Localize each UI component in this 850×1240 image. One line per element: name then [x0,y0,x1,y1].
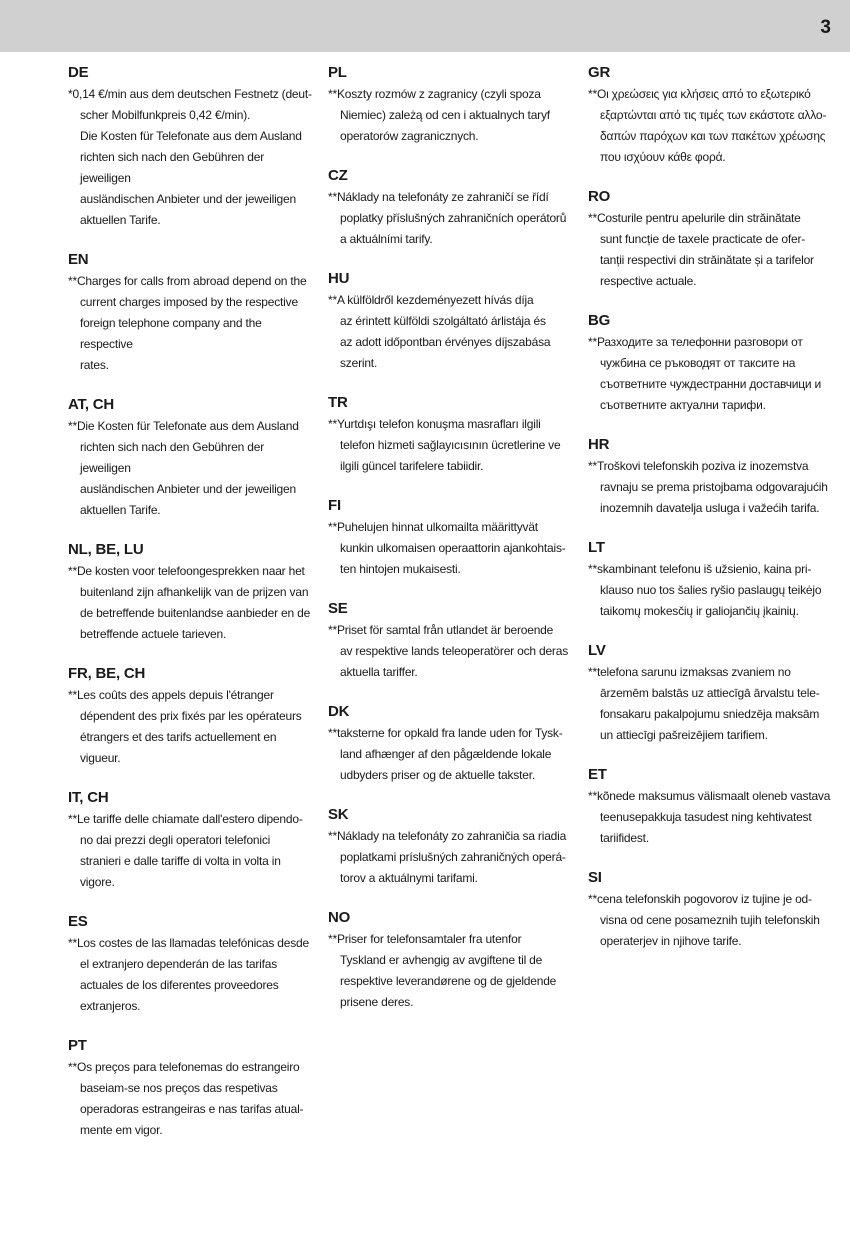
section-text: **Разходите за телефонни разговори от чужбина се ръководят от таксите на съответните чуждестранни доставчици и съответните актуални тарифи. [588,335,822,412]
column-3 [588,63,833,971]
section-title: HR [588,436,610,453]
language-section [328,166,573,250]
language-section [68,1036,313,1141]
language-section [328,269,573,374]
language-section [588,187,833,292]
section-text: **skambinant telefonu iš užsienio, kaina pri- klauso nuo tos šalies ryšio paslaugų teikėjo taikomų mokesčių ir galiojančių įkainių. [588,562,822,618]
column-1 [68,63,313,1160]
section-text: **Priset för samtal från utlandet är beroende av respektive lands teleoperatörer och deras aktuella tariffer. [328,623,569,679]
language-section [588,435,833,519]
section-text: **De kosten voor telefoongesprekken naar het buitenland zijn afhankelijk van de prijzen van de betreffende buitenlandse aanbieder en de betreffende actuele tarieven. [68,564,311,641]
section-text: **Os preços para telefonemas do estrangeiro baseiam-se nos preços das respetivas operadoras estrangeiras e nas tarifas atual- mente em vigor. [68,1060,304,1137]
language-section [68,250,313,376]
section-text: **Los costes de las llamadas telefónicas desde el extranjero dependerán de las tarifas actuales de los diferentes proveedores extranjeros. [68,936,309,1013]
language-section [68,395,313,521]
language-section [328,63,573,147]
language-section [68,788,313,893]
language-section [328,393,573,477]
section-title: BG [588,312,611,329]
section-title: LT [588,539,605,556]
section-title: ES [68,913,88,930]
language-section [588,868,833,952]
section-text: **taksterne for opkald fra lande uden for Tysk- land afhænger af den pågældende lokale udbyders priser og de aktuelle takster. [328,726,563,782]
section-title: DE [68,64,89,81]
language-section [328,599,573,683]
section-title: RO [588,188,611,205]
section-title: TR [328,394,348,411]
section-title: GR [588,64,611,81]
language-section [328,805,573,889]
section-title: AT, CH [68,396,115,413]
section-title: IT, CH [68,789,109,806]
section-title: LV [588,642,606,659]
language-section [328,702,573,786]
section-title: EN [68,251,89,268]
section-title: SE [328,600,348,617]
header-bar [0,0,850,52]
section-title: CZ [328,167,348,184]
section-title: FR, BE, CH [68,665,146,682]
section-text: **Οι χρεώσεις για κλήσεις από το εξωτερικό εξαρτώνται από τις τιμές των εκάστοτε αλλο- δαπών παρόχων και των πακέτων χρέωσης που ισχύουν κάθε φορά. [588,87,827,164]
language-section [68,664,313,769]
section-text: **Náklady na telefonáty zo zahraničia sa riadia poplatkami príslušných zahraničných operá- torov a aktuálnymi tarifami. [328,829,567,885]
section-title: HU [328,270,350,287]
language-section [588,538,833,622]
language-section [68,63,313,231]
section-title: PT [68,1037,87,1054]
section-text: **Die Kosten für Telefonate aus dem Ausland richten sich nach den Gebühren der jeweiligen ausländischen Anbieter und der jeweiligen aktuellen Tarife. [68,419,299,517]
section-title: SK [328,806,349,823]
section-title: NL, BE, LU [68,541,144,558]
section-text: **cena telefonskih pogovorov iz tujine je od- visna od cene posameznih tujih telefonskih operaterjev in njihove tarife. [588,892,820,948]
section-text: **Puhelujen hinnat ulkomailta määrittyvät kunkin ulkomaisen operaattorin ajankohtais- ten hintojen mukaisesti. [328,520,566,576]
language-section [68,540,313,645]
language-section [588,641,833,746]
section-text: **Les coûts des appels depuis l'étranger dépendent des prix fixés par les opérateurs étrangers et des tarifs actuellement en vigueur. [68,688,302,765]
section-text: *0,14 €/min aus dem deutschen Festnetz (deut- scher Mobilfunkpreis 0,42 €/min). Die Kosten für Telefonate aus dem Ausland richten sich nach den Gebühren der jeweiligen ausländischen Anbieter und der jeweiligen aktuellen Tarife. [68,87,312,227]
section-title: FI [328,497,341,514]
section-text: **Koszty rozmów z zagranicy (czyli spoza Niemiec) zależą od cen i aktualnych taryf operatorów zagranicznych. [328,87,550,143]
section-title: DK [328,703,350,720]
language-section [328,908,573,1013]
section-title: NO [328,909,351,926]
section-text: **Charges for calls from abroad depend on the current charges imposed by the respective foreign telephone company and the respective rates. [68,274,307,372]
page-number: 3 [820,17,831,38]
column-2 [328,63,573,1032]
section-text: **telefona sarunu izmaksas zvaniem no ārzemēm balstās uz attiecīgā ārvalstu tele- fonsakaru pakalpojumu sniedzēja maksām un attiecīgi pašreizējiem tarifiem. [588,665,820,742]
section-text: **Costurile pentru apelurile din străinătate sunt funcție de taxele practicate de ofer- tanții respectivi din străinătate și a tarifelor respective actuale. [588,211,814,288]
section-text: **Troškovi telefonskih poziva iz inozemstva ravnaju se prema pristojbama odgovarajućih inozemnih davatelja usluga i važećih tarifa. [588,459,828,515]
language-section [588,63,833,168]
section-text: **Náklady na telefonáty ze zahraničí se řídí poplatky příslušných zahraničních operátorů a aktuálními tarify. [328,190,567,246]
section-title: ET [588,766,607,783]
section-text: **Priser for telefonsamtaler fra utenfor Tyskland er avhengig av avgiftene til de respektive leverandørene og de gjeldende prisene deres. [328,932,557,1009]
language-section [68,912,313,1017]
section-text: **Yurtdışı telefon konuşma masrafları ilgili telefon hizmeti sağlayıcısının ücretlerine ve ilgili güncel tarifelere tabiidir. [328,417,561,473]
language-section [588,765,833,849]
language-section [588,311,833,416]
section-text: **Le tariffe delle chiamate dall'estero dipendo- no dai prezzi degli operatori telefonici stranieri e dalle tariffe di volta in volta in vigore. [68,812,303,889]
language-section [328,496,573,580]
section-title: SI [588,869,602,886]
section-text: **kõnede maksumus välismaalt oleneb vastava teenusepakkuja tasudest ning kehtivatest tariifidest. [588,789,831,845]
section-title: PL [328,64,347,81]
section-text: **A külföldről kezdeményezett hívás díja az érintett külföldi szolgáltató árlistája és az adott időpontban érvényes díjszabása szerint. [328,293,551,370]
